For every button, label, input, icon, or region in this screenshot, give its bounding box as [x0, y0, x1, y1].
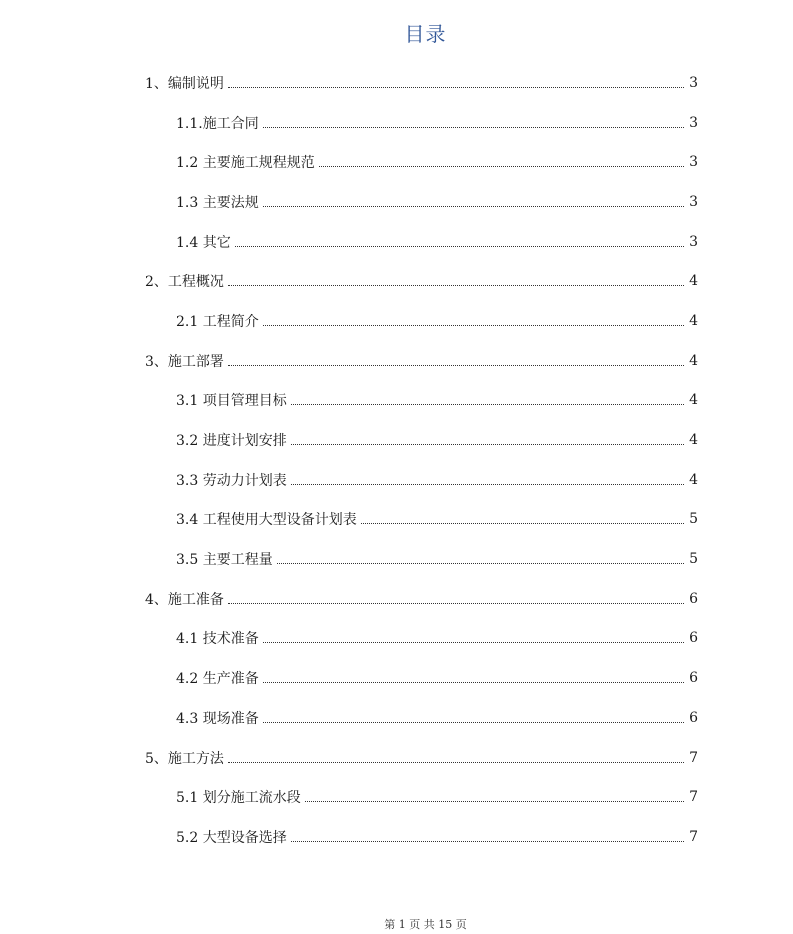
- toc-entry-text: 1.2 主要施工规程规范: [176, 155, 315, 172]
- toc-entry[interactable]: [0, 142, 793, 182]
- toc-entry[interactable]: [0, 539, 793, 579]
- toc-entry-text: 1.1.施工合同: [176, 115, 259, 132]
- toc-entry-text: 3.5 主要工程量: [176, 552, 273, 569]
- toc-entry-text: 4.1 技术准备: [176, 631, 259, 648]
- toc-page-number: 4: [689, 352, 698, 369]
- dot-leader: [263, 681, 684, 683]
- toc-entry-text: 3.1 项目管理目标: [176, 393, 287, 410]
- toc-page-number: 7: [689, 789, 698, 806]
- toc-title: 目录: [404, 22, 447, 46]
- toc-page-number: 7: [689, 828, 698, 845]
- dot-leader: [228, 86, 684, 88]
- toc-page-number: 6: [689, 670, 698, 687]
- dot-leader: [228, 761, 684, 763]
- toc-page-number: 3: [689, 193, 698, 210]
- toc-entry-text: 4.2 生产准备: [176, 671, 259, 688]
- dot-leader: [228, 602, 684, 604]
- toc-page-number: 7: [689, 749, 698, 766]
- toc-entry[interactable]: [0, 182, 793, 222]
- toc-entry[interactable]: [0, 460, 793, 500]
- toc-page-number: 6: [689, 590, 698, 607]
- dot-leader: [263, 641, 684, 643]
- toc-entry-text: 5.1 划分施工流水段: [176, 790, 301, 807]
- dot-leader: [291, 403, 684, 405]
- toc-entry[interactable]: [0, 698, 793, 738]
- toc-entry[interactable]: [0, 658, 793, 698]
- toc-page-number: 5: [689, 551, 698, 568]
- toc-entry-text: 3.2 进度计划安排: [176, 433, 287, 450]
- dot-leader: [263, 126, 684, 128]
- toc-page-number: 4: [689, 432, 698, 449]
- toc-entry-text: 2.1 工程简介: [176, 313, 259, 330]
- toc-page-number: 4: [689, 273, 698, 290]
- toc-page-number: 3: [689, 74, 698, 91]
- toc-entry-text: 1.3 主要法规: [176, 194, 259, 211]
- toc-entry[interactable]: [0, 579, 793, 619]
- toc-list: [0, 63, 793, 857]
- toc-entry[interactable]: [0, 420, 793, 460]
- toc-page-number: 5: [689, 511, 698, 528]
- dot-leader: [235, 245, 684, 247]
- dot-leader: [305, 800, 684, 802]
- toc-entry[interactable]: [0, 777, 793, 817]
- dot-leader: [228, 364, 684, 366]
- toc-page-number: 3: [689, 114, 698, 131]
- toc-entry[interactable]: [0, 817, 793, 857]
- toc-entry-text: 5、施工方法: [145, 750, 224, 767]
- toc-entry-text: 1.4 其它: [176, 234, 231, 251]
- toc-entry[interactable]: [0, 301, 793, 341]
- toc-entry-text: 4、施工准备: [145, 591, 224, 608]
- dot-leader: [263, 205, 684, 207]
- toc-page-number: 6: [689, 630, 698, 647]
- toc-page-number: 3: [689, 154, 698, 171]
- toc-page-number: 4: [689, 471, 698, 488]
- dot-leader: [319, 165, 684, 167]
- toc-entry-text: 3.3 劳动力计划表: [176, 472, 287, 489]
- dot-leader: [263, 721, 684, 723]
- toc-entry[interactable]: [0, 222, 793, 262]
- toc-page-number: 3: [689, 233, 698, 250]
- toc-entry[interactable]: [0, 381, 793, 421]
- toc-page-number: 4: [689, 312, 698, 329]
- toc-entry-text: 1、编制说明: [145, 75, 224, 92]
- toc-entry[interactable]: [0, 341, 793, 381]
- toc-entry-text: 5.2 大型设备选择: [176, 829, 287, 846]
- toc-entry[interactable]: [0, 738, 793, 778]
- toc-entry-text: 2、工程概况: [145, 274, 224, 291]
- toc-entry-text: 3、施工部署: [145, 353, 224, 370]
- dot-leader: [361, 522, 684, 524]
- toc-entry[interactable]: [0, 500, 793, 540]
- toc-entry-text: 4.3 现场准备: [176, 710, 259, 727]
- dot-leader: [291, 840, 684, 842]
- toc-page-number: 4: [689, 392, 698, 409]
- page-footer: 第 1 页 共 15 页: [384, 918, 467, 931]
- dot-leader: [277, 562, 684, 564]
- dot-leader: [263, 324, 684, 326]
- dot-leader: [291, 443, 684, 445]
- toc-entry[interactable]: [0, 261, 793, 301]
- toc-entry[interactable]: [0, 619, 793, 659]
- dot-leader: [291, 483, 684, 485]
- toc-entry[interactable]: [0, 103, 793, 143]
- toc-entry-text: 3.4 工程使用大型设备计划表: [176, 512, 357, 529]
- toc-page-number: 6: [689, 709, 698, 726]
- dot-leader: [228, 284, 684, 286]
- toc-entry[interactable]: [0, 63, 793, 103]
